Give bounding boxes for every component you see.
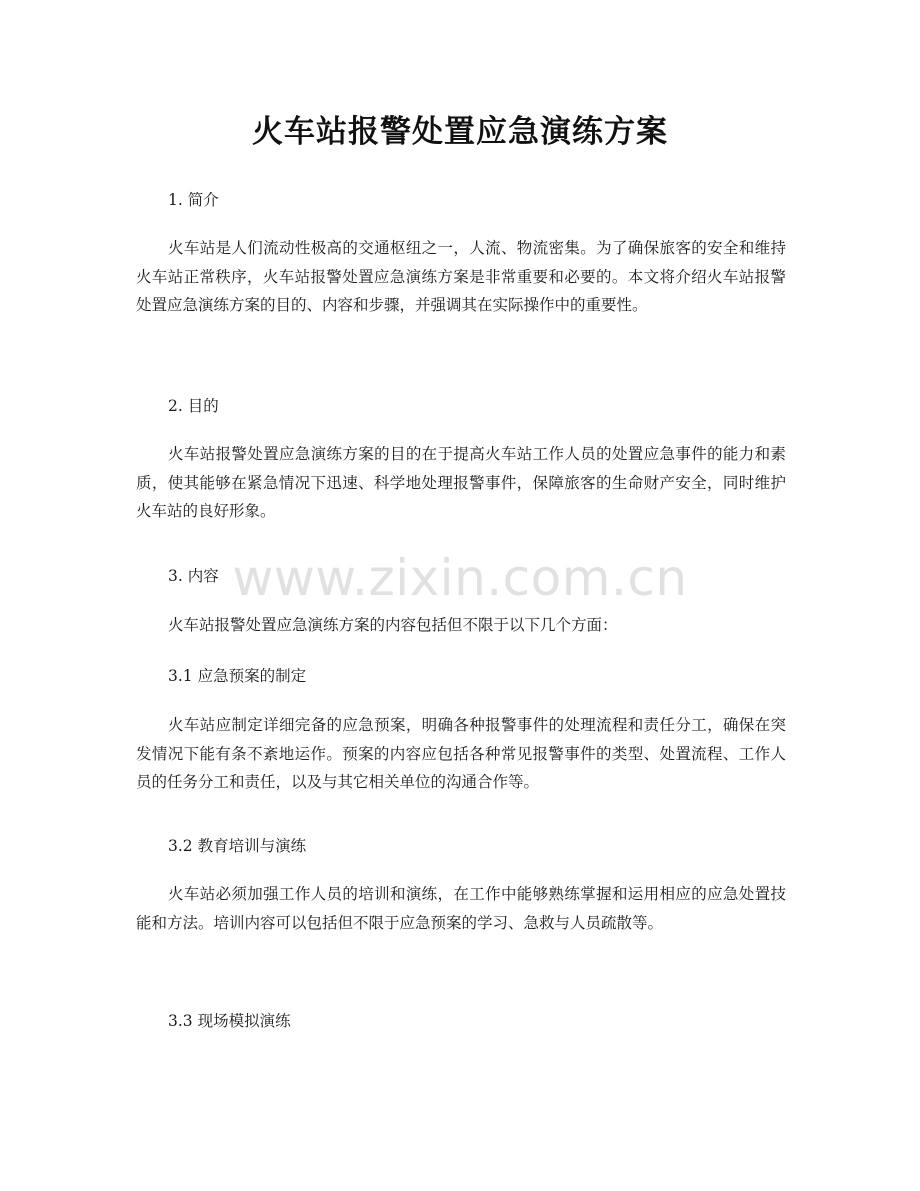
section-paragraph-training: 火车站必须加强工作人员的培训和演练，在工作中能够熟练掌握和运用相应的应急处置技能和方法。培训内容可以包括但不限于应急预案的学习、急救与人员疏散等。	[136, 885, 786, 932]
section-heading-purpose: 2. 目的	[168, 397, 219, 415]
section-heading-plan: 3.1 应急预案的制定	[168, 667, 307, 685]
section-heading-content: 3. 内容	[168, 567, 219, 585]
section-paragraph-plan: 火车站应制定详细完备的应急预案，明确各种报警事件的处理流程和责任分工，确保在突发情况下能有条不紊地运作。预案的内容应包括各种常见报警事件的类型、处置流程、工作人员的任务分工和责任，以及与其它相关单位的沟通合作等。	[136, 716, 786, 791]
section-paragraph-content: 火车站报警处置应急演练方案的内容包括但不限于以下几个方面：	[168, 616, 618, 634]
watermark: www.zixin.com.cn	[232, 549, 688, 607]
section-heading-training: 3.2 教育培训与演练	[168, 837, 307, 855]
document-title: 火车站报警处置应急演练方案	[252, 114, 668, 150]
section-paragraph-intro: 火车站是人们流动性极高的交通枢纽之一，人流、物流密集。为了确保旅客的安全和维持火车站正常秩序，火车站报警处置应急演练方案是非常重要和必要的。本文将介绍火车站报警处置应急演练方案的目的、内容和步骤，并强调其在实际操作中的重要性。	[136, 239, 786, 314]
section-heading-intro: 1. 简介	[168, 191, 219, 209]
section-heading-drill: 3.3 现场模拟演练	[168, 1012, 291, 1030]
section-paragraph-purpose: 火车站报警处置应急演练方案的目的在于提高火车站工作人员的处置应急事件的能力和素质，使其能够在紧急情况下迅速、科学地处理报警事件，保障旅客的生命财产安全，同时维护火车站的良好形象。	[136, 445, 786, 520]
